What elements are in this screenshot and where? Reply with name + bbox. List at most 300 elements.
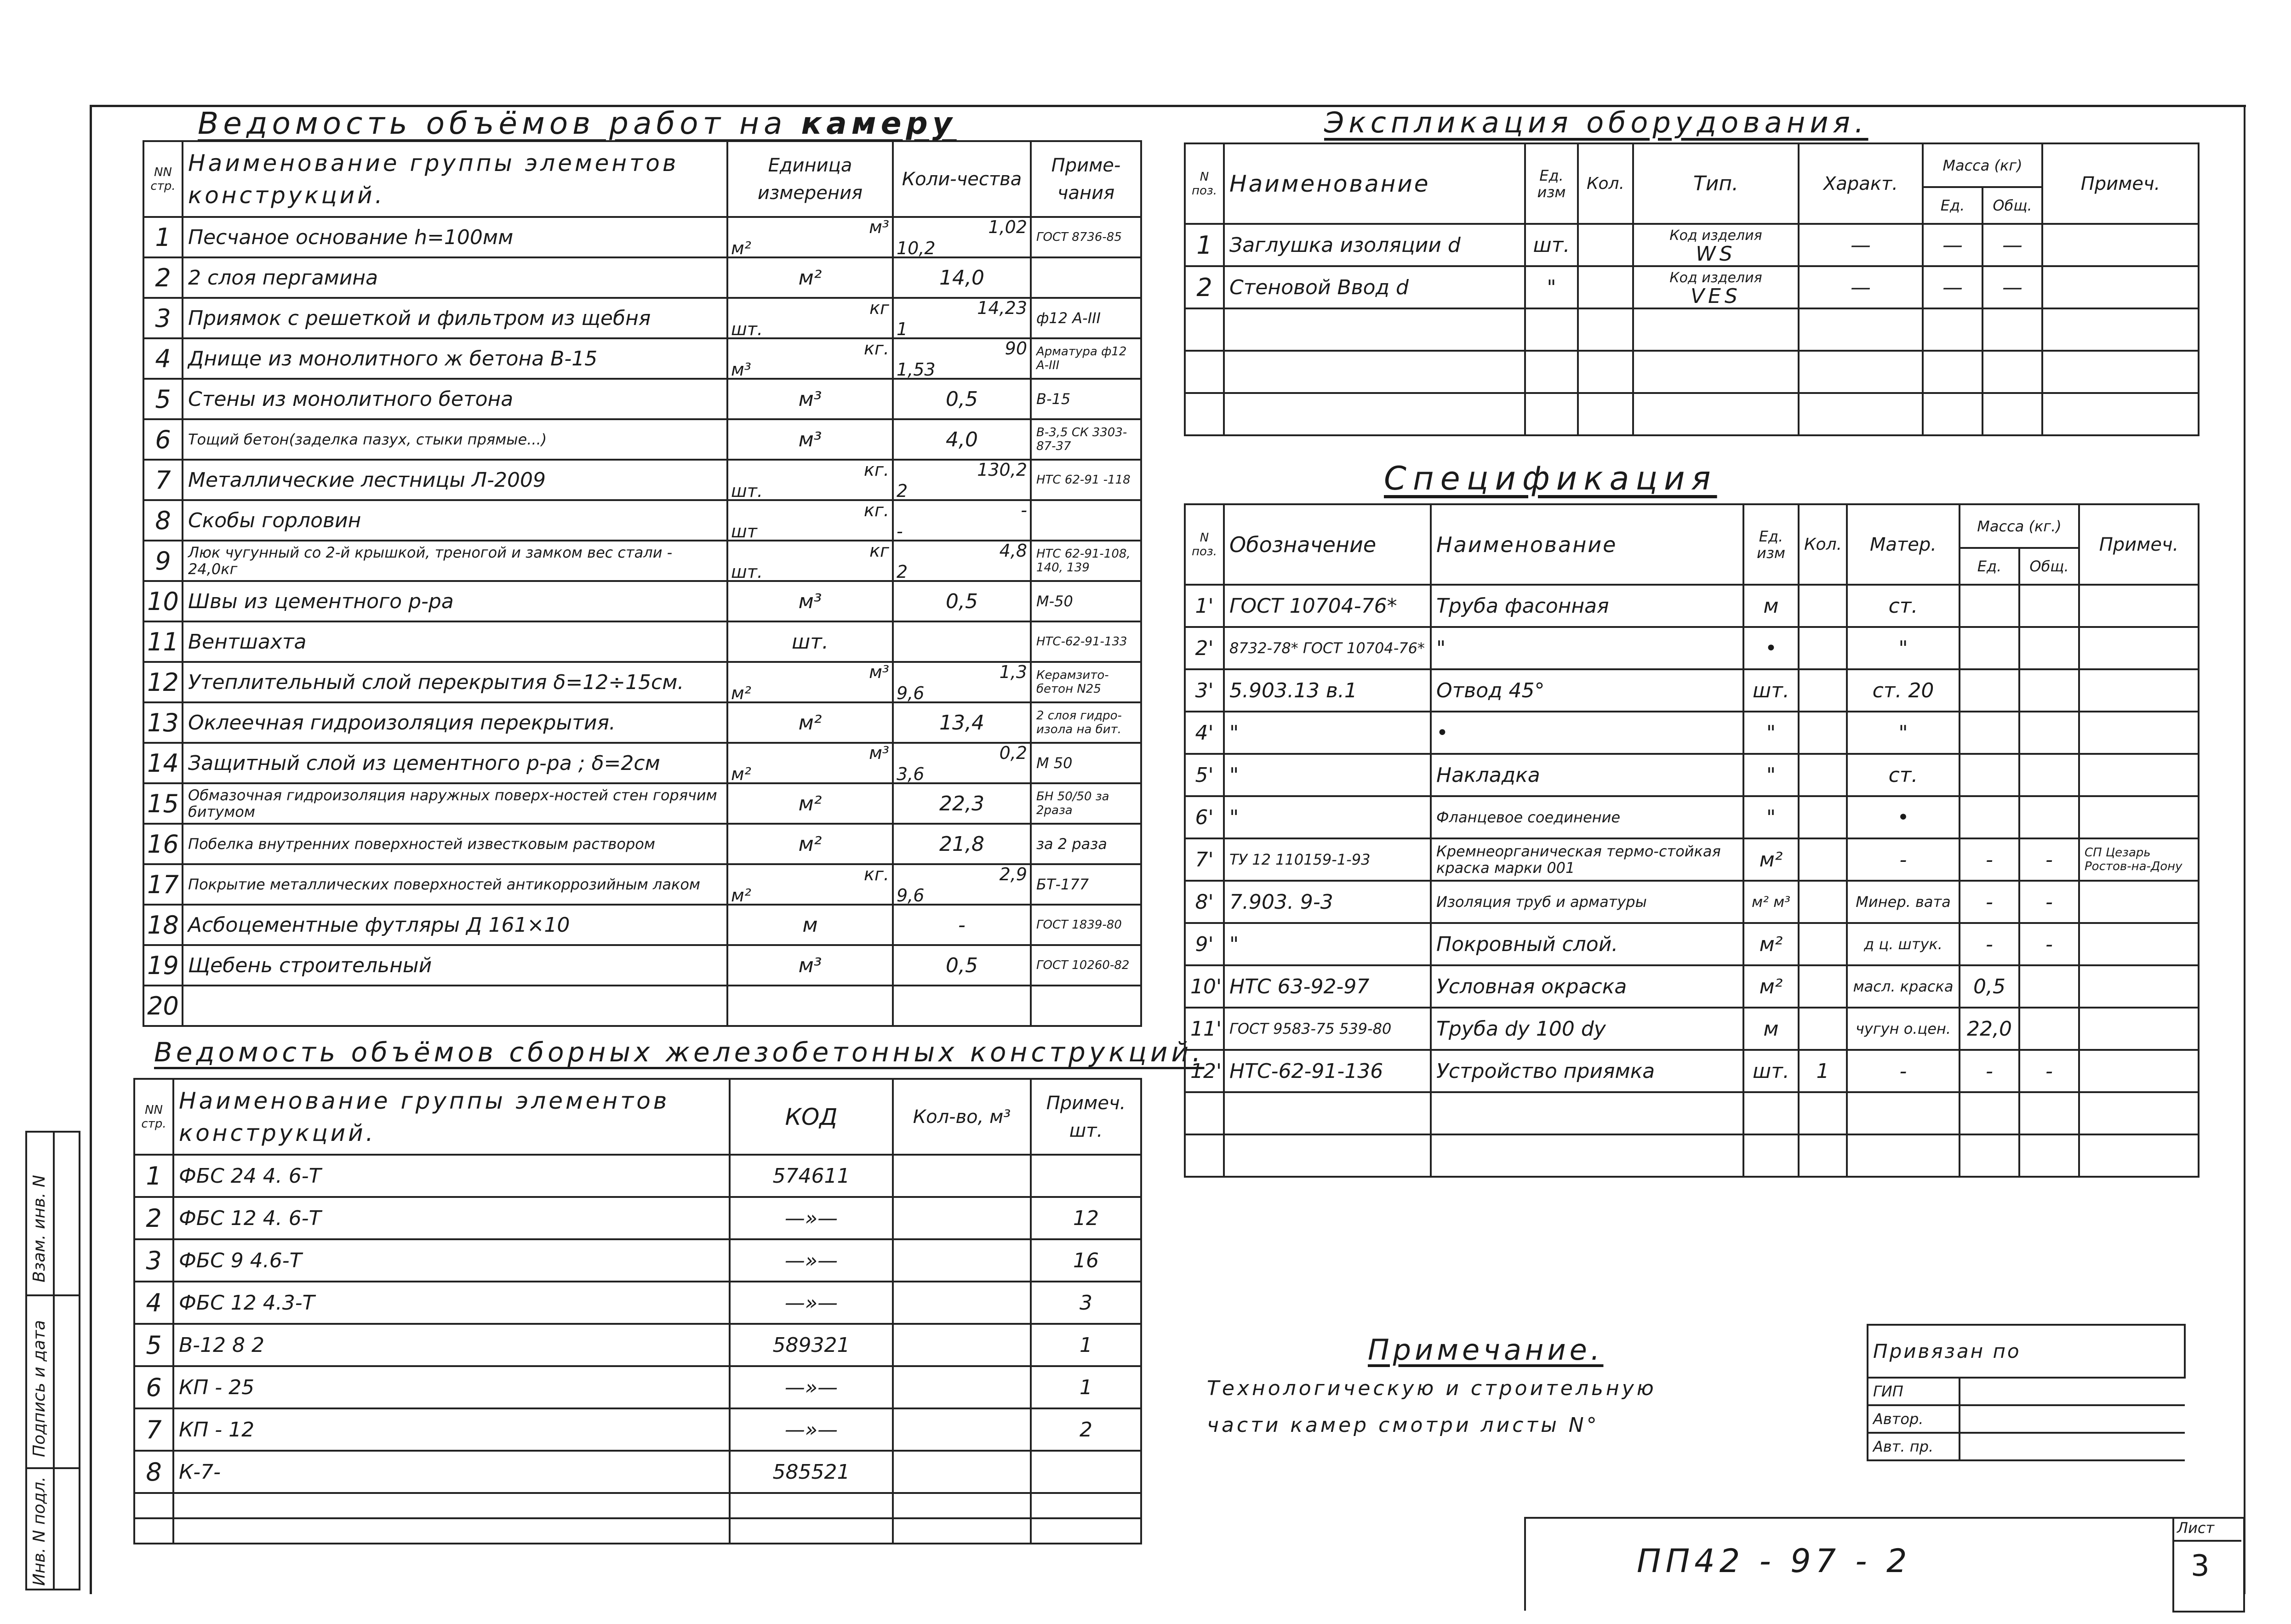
spec-name: Отвод 45° [1431, 669, 1743, 712]
spec-note [2079, 1134, 2199, 1177]
spec-note [2079, 1050, 2199, 1092]
exp-char [1799, 393, 1923, 435]
precast-row [134, 1324, 1141, 1366]
exp-mass-total [1982, 393, 2042, 435]
exp-mass-unit: — [1923, 224, 1982, 266]
row-qty-top: - [897, 521, 903, 541]
row-name: Утеплительный слой перекрытия δ=12÷15см. [183, 662, 727, 702]
spec-mass-total [2019, 1008, 2079, 1050]
precast-code [730, 1493, 893, 1518]
precast-title: Ведомость объёмов сборных железобетонных конструкций. [154, 1037, 1205, 1068]
spec-header-row-1 [1185, 504, 2199, 548]
precast-name: В-12 8 2 [173, 1324, 730, 1366]
row-name: Стены из монолитного бетона [183, 379, 727, 419]
spec-row [1185, 1050, 2199, 1092]
row-number: 9 [143, 541, 183, 581]
spec-unit: м² [1743, 923, 1799, 965]
row-unit-top: шт. [731, 481, 763, 500]
volumes-row [143, 338, 1141, 379]
spec-qty [1799, 881, 1847, 923]
row-note: ГОСТ 8736-85 [1031, 217, 1141, 257]
precast-name [173, 1518, 730, 1544]
row-unit-bottom: м³ [869, 217, 889, 237]
row-unit: м³ [727, 945, 893, 986]
precast-number: 7 [134, 1408, 173, 1451]
precast-qty [893, 1366, 1031, 1408]
exp-pos [1185, 308, 1224, 351]
col-qty-header: Коли-чества [893, 141, 1031, 217]
spec-mat: ст. 20 [1847, 669, 1960, 712]
volumes-row [143, 217, 1141, 257]
row-qty-bottom: 4,8 [999, 541, 1027, 561]
row-name: Вентшахта [183, 621, 727, 662]
volumes-title: Ведомость объёмов работ на камеру [198, 106, 957, 141]
spec-row [1185, 627, 2199, 669]
spec-unit: м [1743, 1008, 1799, 1050]
precast-name-header: Наименование группы элементов конструкций. [173, 1079, 730, 1155]
precast-row [134, 1451, 1141, 1493]
spec-unit: м² [1743, 838, 1799, 881]
row-qty: 0,5 [893, 581, 1031, 621]
spec-qty [1799, 1092, 1847, 1134]
row-qty-top: 10,2 [897, 238, 936, 257]
row-qty [893, 621, 1031, 662]
row-name: Щебень строительный [183, 945, 727, 986]
row-note: М-50 [1031, 581, 1141, 621]
exp-mass-unit [1923, 308, 1982, 351]
row-qty-top: 9,6 [897, 885, 925, 905]
exp-char: — [1799, 224, 1923, 266]
spec-pos: 12' [1185, 1050, 1224, 1092]
exp-unit: " [1525, 266, 1578, 308]
volumes-row [143, 298, 1141, 338]
spec-pos: 9' [1185, 923, 1224, 965]
exp-unit [1525, 308, 1578, 351]
row-unit [727, 298, 893, 338]
volumes-row [143, 379, 1141, 419]
precast-note: 1 [1031, 1324, 1141, 1366]
spec-mass-total: - [2019, 881, 2079, 923]
spec-qty [1799, 796, 1847, 838]
exp-note [2042, 351, 2199, 393]
row-qty-bottom: 1,02 [988, 217, 1027, 237]
spec-name: Условная окраска [1431, 965, 1743, 1008]
row-unit-top: м² [731, 764, 751, 783]
row-unit: м² [727, 257, 893, 298]
row-name: Обмазочная гидроизоляция наружных поверх-ностей стен горячим битумом [183, 783, 727, 824]
row-qty [893, 743, 1031, 783]
spec-note [2079, 923, 2199, 965]
binding-title: Привязан по [1868, 1325, 2185, 1378]
spec-name: Фланцевое соединение [1431, 796, 1743, 838]
volumes-header-row [143, 141, 1141, 217]
spec-mat: д ц. штук. [1847, 923, 1960, 965]
spec-mass-total [2019, 796, 2079, 838]
row-unit [727, 541, 893, 581]
row-number: 3 [143, 298, 183, 338]
row-number: 20 [143, 986, 183, 1026]
spec-pos [1185, 1134, 1224, 1177]
spec-unit: шт. [1743, 669, 1799, 712]
spec-qty [1799, 712, 1847, 754]
spec-qty [1799, 585, 1847, 627]
row-qty [893, 460, 1031, 500]
row-name: Тощий бетон(заделка пазух, стыки прямые...) [183, 419, 727, 460]
exp-name [1224, 393, 1525, 435]
spec-mass-total: - [2019, 923, 2079, 965]
precast-row [134, 1239, 1141, 1282]
row-qty [893, 217, 1031, 257]
exp-qty [1578, 351, 1633, 393]
precast-header-row [134, 1079, 1141, 1155]
spec-row [1185, 712, 2199, 754]
row-unit [727, 217, 893, 257]
spec-mass-unit-header: Ед. [1960, 548, 2019, 585]
precast-row [134, 1282, 1141, 1324]
precast-note-header: Примеч. шт. [1031, 1079, 1141, 1155]
precast-note: 2 [1031, 1408, 1141, 1451]
row-unit-top: шт [731, 521, 757, 541]
spec-mass-total: - [2019, 838, 2079, 881]
spec-row [1185, 881, 2199, 923]
binding-row-author-value [1960, 1405, 2185, 1433]
precast-code: —»— [730, 1282, 893, 1324]
row-note: НТС 62-91-108, 140, 139 [1031, 541, 1141, 581]
row-number: 5 [143, 379, 183, 419]
row-qty-bottom: - [1021, 500, 1027, 520]
exp-qty [1578, 224, 1633, 266]
precast-row [134, 1197, 1141, 1239]
explication-header-row-1 [1185, 143, 2199, 187]
spec-mass-unit: 0,5 [1960, 965, 2019, 1008]
exp-char-header: Характ. [1799, 143, 1923, 224]
precast-qty [893, 1408, 1031, 1451]
exp-type-code: VES [1691, 285, 1741, 308]
spec-designation: ГОСТ 10704-76* [1224, 585, 1431, 627]
exp-note [2042, 308, 2199, 351]
spec-pos: 11' [1185, 1008, 1224, 1050]
precast-note: 12 [1031, 1197, 1141, 1239]
row-name: Песчаное основание h=100мм [183, 217, 727, 257]
explication-row [1185, 308, 2199, 351]
exp-type [1633, 351, 1799, 393]
sheet-label: Лист [2177, 1519, 2215, 1537]
row-name: Покрытие металлических поверхностей антикоррозийным лаком [183, 864, 727, 905]
spec-pos: 6' [1185, 796, 1224, 838]
row-number: 2 [143, 257, 183, 298]
row-unit: м³ [727, 581, 893, 621]
note-line-2: части камер смотри листы N° [1207, 1413, 1600, 1437]
exp-mass-total-header: Общ. [1982, 187, 2042, 224]
row-name: Оклеечная гидроизоляция перекрытия. [183, 702, 727, 743]
spec-designation: " [1224, 796, 1431, 838]
row-name: Асбоцементные футляры Д 161×10 [183, 905, 727, 945]
exp-name-header: Наименование [1224, 143, 1525, 224]
binding-row-gip: ГИП [1868, 1378, 1960, 1405]
spec-name: Кремнеорганическая термо-стойкая краска марки 001 [1431, 838, 1743, 881]
spec-unit: • [1743, 627, 1799, 669]
row-unit-bottom: кг. [864, 460, 889, 480]
row-unit: м³ [727, 379, 893, 419]
exp-qty [1578, 308, 1633, 351]
spec-mass-total-header: Общ. [2019, 548, 2079, 585]
precast-note: 16 [1031, 1239, 1141, 1282]
row-note: НТС-62-91-133 [1031, 621, 1141, 662]
spec-mat: " [1847, 627, 1960, 669]
spec-note [2079, 627, 2199, 669]
spec-mass-total [2019, 712, 2079, 754]
row-unit-bottom: кг [869, 298, 889, 318]
note-title: Примечание. [1368, 1333, 1604, 1367]
row-qty: 0,5 [893, 945, 1031, 986]
spec-name: Изоляция труб и арматуры [1431, 881, 1743, 923]
spec-mass-unit [1960, 585, 2019, 627]
spec-mat: Минер. вата [1847, 881, 1960, 923]
spec-note: СП Цезарь Ростов-на-Дону [2079, 838, 2199, 881]
row-qty [893, 662, 1031, 702]
spec-mat: - [1847, 1050, 1960, 1092]
row-unit-top: шт. [731, 319, 763, 338]
spec-mat: ст. [1847, 585, 1960, 627]
spec-note [2079, 754, 2199, 796]
volumes-row [143, 905, 1141, 945]
exp-note [2042, 393, 2199, 435]
spec-unit: " [1743, 796, 1799, 838]
exp-type-code-label: Код изделия [1669, 270, 1762, 286]
exp-type [1633, 308, 1799, 351]
precast-name: КП - 12 [173, 1408, 730, 1451]
row-qty-top: 2 [897, 562, 908, 581]
row-qty [893, 541, 1031, 581]
row-note [1031, 500, 1141, 541]
spec-unit-header: Ед. изм [1743, 504, 1799, 585]
sheet-number-divider [2172, 1540, 2241, 1542]
spec-row [1185, 923, 2199, 965]
row-unit-bottom: кг. [864, 338, 889, 359]
exp-mass-unit-header: Ед. [1923, 187, 1982, 224]
precast-number: 6 [134, 1366, 173, 1408]
exp-type-header: Тип. [1633, 143, 1799, 224]
exp-mass-total: — [1982, 224, 2042, 266]
precast-code: 585521 [730, 1451, 893, 1493]
precast-number: 5 [134, 1324, 173, 1366]
row-qty [893, 500, 1031, 541]
exp-mass-unit [1923, 351, 1982, 393]
spec-mat [1847, 1134, 1960, 1177]
row-number: 8 [143, 500, 183, 541]
precast-code: —»— [730, 1197, 893, 1239]
spec-pos: 1' [1185, 585, 1224, 627]
explication-row [1185, 224, 2199, 266]
row-unit-top: м² [731, 238, 751, 257]
side-strip-divider [53, 1131, 55, 1590]
spec-mass-unit [1960, 627, 2019, 669]
volumes-row [143, 460, 1141, 500]
spec-mass-unit [1960, 754, 2019, 796]
volumes-row [143, 581, 1141, 621]
row-number: 4 [143, 338, 183, 379]
row-unit-bottom: кг. [864, 500, 889, 520]
row-qty-bottom: 1,3 [999, 662, 1027, 682]
binding-row-gip-value [1960, 1378, 2185, 1405]
precast-number: 4 [134, 1282, 173, 1324]
row-note: БН 50/50 за 2раза [1031, 783, 1141, 824]
precast-nn-header: NN стр. [134, 1079, 173, 1155]
exp-mass-unit [1923, 393, 1982, 435]
row-unit-top: м³ [731, 359, 751, 379]
row-unit: м² [727, 702, 893, 743]
sheet-number: 3 [2191, 1549, 2210, 1583]
row-qty: 22,3 [893, 783, 1031, 824]
exp-name: Заглушка изоляции d [1224, 224, 1525, 266]
spec-mass-unit: - [1960, 1050, 2019, 1092]
spec-mass-unit: 22,0 [1960, 1008, 2019, 1050]
spec-row [1185, 796, 2199, 838]
precast-code: —»— [730, 1366, 893, 1408]
spec-pos: 5' [1185, 754, 1224, 796]
precast-number [134, 1493, 173, 1518]
row-unit: шт. [727, 621, 893, 662]
row-unit [727, 460, 893, 500]
spec-unit [1743, 1134, 1799, 1177]
exp-mass-total [1982, 308, 2042, 351]
spec-note [2079, 669, 2199, 712]
volumes-row [143, 500, 1141, 541]
spec-designation: ТУ 12 110159-1-93 [1224, 838, 1431, 881]
row-unit: м² [727, 824, 893, 864]
row-qty-bottom: 130,2 [977, 460, 1027, 480]
row-unit: м³ [727, 419, 893, 460]
spec-qty [1799, 1134, 1847, 1177]
spec-note-header: Примеч. [2079, 504, 2199, 585]
spec-unit: " [1743, 712, 1799, 754]
spec-mat: • [1847, 796, 1960, 838]
precast-name: ФБС 9 4.6-Т [173, 1239, 730, 1282]
spec-qty [1799, 627, 1847, 669]
exp-pos [1185, 351, 1224, 393]
row-number: 18 [143, 905, 183, 945]
spec-mat [1847, 1092, 1960, 1134]
spec-qty: 1 [1799, 1050, 1847, 1092]
row-note: Арматура ф12 А-III [1031, 338, 1141, 379]
row-number: 14 [143, 743, 183, 783]
exp-qty [1578, 393, 1633, 435]
row-qty-top: 3,6 [897, 764, 925, 783]
volumes-row [143, 783, 1141, 824]
spec-mass-unit [1960, 1134, 2019, 1177]
spec-mass-total: - [2019, 1050, 2079, 1092]
precast-code: —»— [730, 1408, 893, 1451]
exp-pos: 1 [1185, 224, 1224, 266]
row-unit-bottom: кг. [864, 864, 889, 884]
precast-name: К-7- [173, 1451, 730, 1493]
row-qty [893, 986, 1031, 1026]
row-unit [727, 864, 893, 905]
row-number: 1 [143, 217, 183, 257]
spec-pos: 8' [1185, 881, 1224, 923]
precast-row [134, 1518, 1141, 1544]
row-number: 11 [143, 621, 183, 662]
col-unit-header: Единица измерения [727, 141, 893, 217]
spec-qty [1799, 923, 1847, 965]
spec-mass-header: Масса (кг.) [1960, 504, 2079, 548]
exp-char [1799, 351, 1923, 393]
note-line-1: Технологическую и строительную [1207, 1377, 1657, 1400]
volumes-row [143, 945, 1141, 986]
row-note: ГОСТ 10260-82 [1031, 945, 1141, 986]
row-name: Скобы горловин [183, 500, 727, 541]
spec-name: • [1431, 712, 1743, 754]
row-name: Защитный слой из цементного р-ра ; δ=2см [183, 743, 727, 783]
row-qty-top: 1 [897, 319, 908, 338]
exp-qty [1578, 266, 1633, 308]
spec-designation: 8732-78* ГОСТ 10704-76* [1224, 627, 1431, 669]
precast-code: —»— [730, 1239, 893, 1282]
binding-row-authsup: Авт. пр. [1868, 1433, 1960, 1460]
precast-table [133, 1078, 1142, 1544]
exp-pos [1185, 393, 1224, 435]
col-nn-header: NN стр. [143, 141, 183, 217]
row-name: Швы из цементного р-ра [183, 581, 727, 621]
spec-pos: 7' [1185, 838, 1224, 881]
precast-code: 589321 [730, 1324, 893, 1366]
exp-name [1224, 308, 1525, 351]
spec-pos: 10' [1185, 965, 1224, 1008]
spec-row [1185, 1008, 2199, 1050]
spec-designation: " [1224, 712, 1431, 754]
exp-name: Стеновой Ввод d [1224, 266, 1525, 308]
spec-designation [1224, 1134, 1431, 1177]
spec-mass-total [2019, 965, 2079, 1008]
spec-qty [1799, 838, 1847, 881]
row-number: 13 [143, 702, 183, 743]
exp-mass-total [1982, 351, 2042, 393]
precast-name: КП - 25 [173, 1366, 730, 1408]
precast-row [134, 1408, 1141, 1451]
row-note [1031, 257, 1141, 298]
row-name [183, 986, 727, 1026]
row-name: Побелка внутренних поверхностей известковым раствором [183, 824, 727, 864]
row-unit-top: м² [731, 885, 751, 905]
spec-designation-header: Обозначение [1224, 504, 1431, 585]
precast-code [730, 1518, 893, 1544]
row-note: В-15 [1031, 379, 1141, 419]
precast-number [134, 1518, 173, 1544]
precast-row [134, 1366, 1141, 1408]
spec-pos: 4' [1185, 712, 1224, 754]
side-label-inv: Инв. N подл. [30, 1476, 49, 1586]
row-number: 12 [143, 662, 183, 702]
spec-mass-unit: - [1960, 923, 2019, 965]
spec-mass-unit [1960, 669, 2019, 712]
volumes-row [143, 257, 1141, 298]
precast-row [134, 1493, 1141, 1518]
exp-type [1633, 266, 1799, 308]
row-qty-bottom: 2,9 [999, 864, 1027, 884]
row-qty: 14,0 [893, 257, 1031, 298]
spec-mat: ст. [1847, 754, 1960, 796]
spec-pos: 2' [1185, 627, 1224, 669]
row-qty-bottom: 0,2 [999, 743, 1027, 763]
precast-qty [893, 1324, 1031, 1366]
precast-qty [893, 1493, 1031, 1518]
spec-row [1185, 838, 2199, 881]
exp-note [2042, 224, 2199, 266]
row-number: 6 [143, 419, 183, 460]
explication-row [1185, 393, 2199, 435]
row-note: БТ-177 [1031, 864, 1141, 905]
volumes-row [143, 419, 1141, 460]
